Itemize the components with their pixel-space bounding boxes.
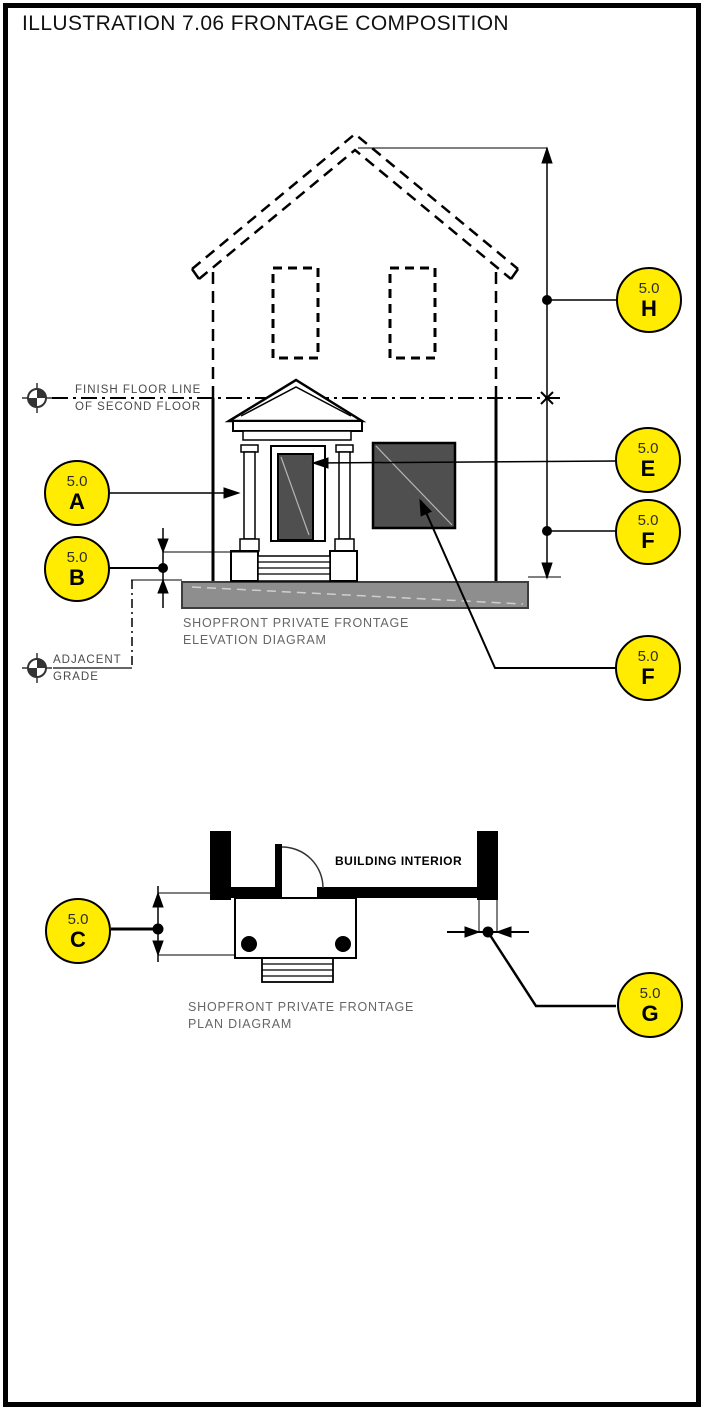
callout-g-letter: G bbox=[641, 1000, 659, 1026]
elevation-roof bbox=[192, 134, 518, 279]
callout-e-value: 5.0 bbox=[637, 439, 659, 457]
elevation-caption-line1: SHOPFRONT PRIVATE FRONTAGE bbox=[183, 616, 410, 630]
callout-h-letter: H bbox=[641, 295, 657, 321]
callout-c bbox=[45, 898, 111, 964]
plan-caption-line1: SHOPFRONT PRIVATE FRONTAGE bbox=[188, 1000, 415, 1014]
callout-e-letter: E bbox=[640, 455, 656, 481]
callout-a bbox=[44, 460, 110, 526]
callout-g-value: 5.0 bbox=[639, 984, 661, 1002]
dimension-g bbox=[447, 900, 616, 1006]
finish-floor-datum-icon bbox=[22, 383, 52, 413]
plan-door-swing bbox=[282, 847, 323, 888]
finish-floor-label-line2: OF SECOND FLOOR bbox=[75, 401, 202, 413]
callout-h bbox=[616, 267, 682, 333]
adjacent-grade-label-line1: ADJACENT bbox=[53, 654, 122, 666]
callout-b-value: 5.0 bbox=[66, 548, 88, 566]
callout-c-letter: C bbox=[70, 926, 86, 952]
elevation-upper-windows bbox=[273, 268, 435, 358]
callout-e bbox=[615, 427, 681, 493]
callout-a-letter: A bbox=[69, 488, 85, 514]
callout-f-lower-letter: F bbox=[641, 663, 655, 689]
callout-f-lower bbox=[615, 635, 681, 701]
leader-a bbox=[110, 488, 239, 498]
callout-f-upper-letter: F bbox=[641, 527, 655, 553]
callout-b-letter: B bbox=[69, 564, 85, 590]
plan-shopfront bbox=[235, 898, 356, 958]
callout-b bbox=[44, 536, 110, 602]
callout-f-lower-value: 5.0 bbox=[637, 647, 659, 665]
elevation-upper-walls bbox=[213, 272, 496, 398]
leader-e bbox=[313, 458, 617, 468]
callout-c-value: 5.0 bbox=[67, 910, 89, 928]
plan-caption-line2: PLAN DIAGRAM bbox=[188, 1017, 293, 1031]
shopfront-window bbox=[373, 443, 455, 528]
entry-door bbox=[271, 446, 325, 541]
finish-floor-label-line1: FINISH FLOOR LINE bbox=[75, 384, 202, 396]
page-title: ILLUSTRATION 7.06 FRONTAGE COMPOSITION bbox=[22, 12, 509, 35]
callout-g bbox=[617, 972, 683, 1038]
adjacent-grade-label-line2: GRADE bbox=[53, 671, 99, 683]
callout-f-upper-value: 5.0 bbox=[637, 511, 659, 529]
callout-h-value: 5.0 bbox=[638, 279, 660, 297]
elevation-caption-line2: ELEVATION DIAGRAM bbox=[183, 633, 327, 647]
callout-a-value: 5.0 bbox=[66, 472, 88, 490]
callout-f-upper bbox=[615, 499, 681, 565]
building-interior-label: BUILDING INTERIOR bbox=[335, 854, 463, 868]
ground-bar bbox=[182, 582, 528, 608]
plan-steps bbox=[262, 958, 333, 982]
